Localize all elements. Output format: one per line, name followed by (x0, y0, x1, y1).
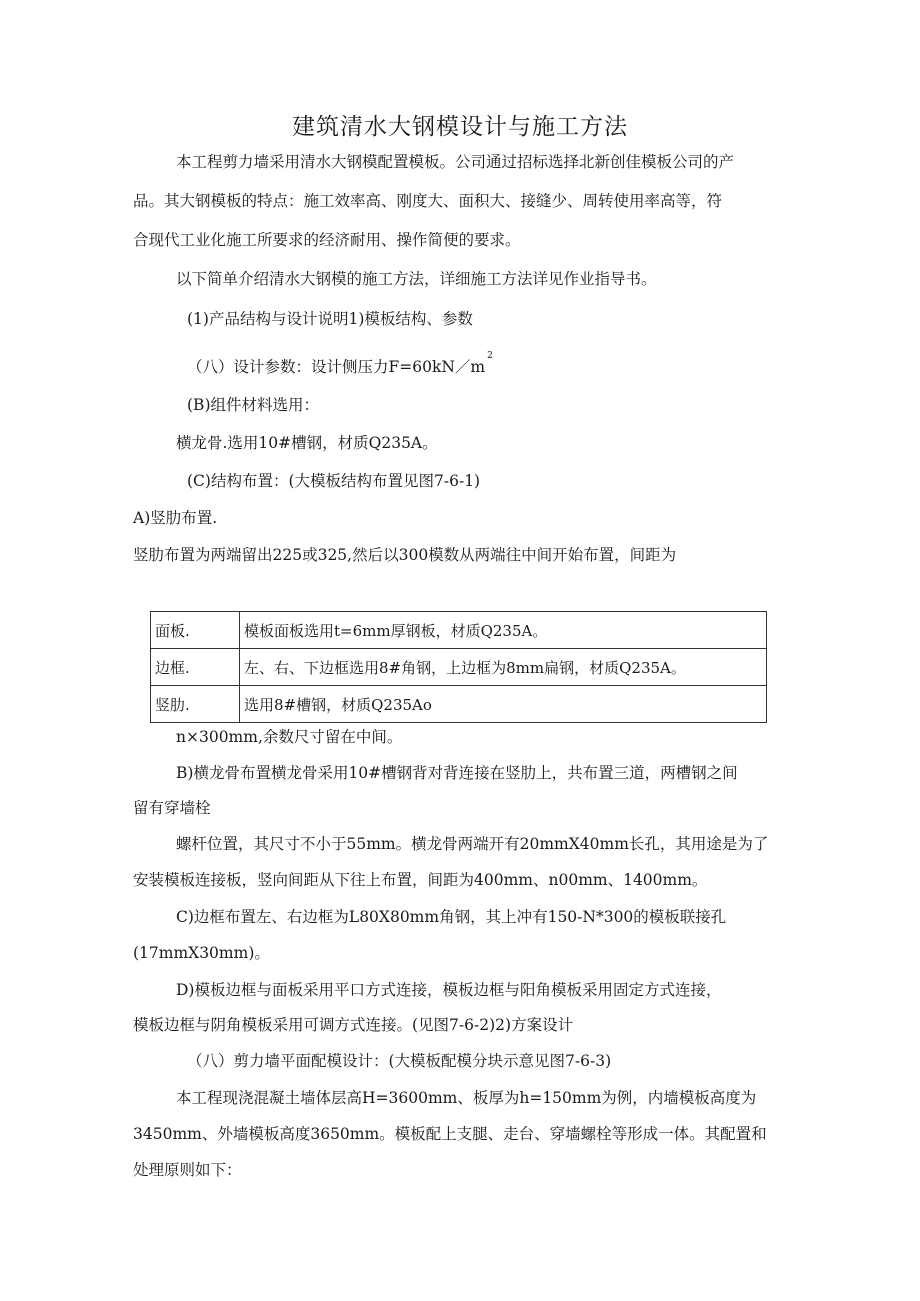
table-cell-desc: 模板面板选用t=6mm厚钢板，材质Q235A。 (240, 612, 767, 649)
table-row (151, 612, 767, 649)
paragraph-line: 以下简单介绍清水大钢模的施工方法，详细施工方法详见作业指导书。 (176, 270, 657, 288)
paragraph-line: 处理原则如下： (133, 1161, 242, 1179)
paragraph-line: 竖肋布置为两端留出225或325,然后以300模数从两端往中间开始布置，间距为 (133, 546, 677, 564)
paragraph-line: (17mmX30mm)。 (133, 944, 270, 962)
paragraph-line: 本工程现浇混凝土墙体层高H=3600mm、板厚为h=150mm为例，内墙模板高度为 (176, 1089, 757, 1107)
paragraph-line: 螺杆位置，其尺寸不小于55mm。横龙骨两端开有20mmX40mm长孔，其用途是为了 (176, 835, 769, 853)
paragraph-line: 留有穿墙栓 (133, 799, 211, 817)
table-cell-name: 竖肋. (151, 686, 240, 723)
paragraph-line: n×300mm,余数尺寸留在中间。 (176, 728, 403, 746)
component-table (150, 611, 767, 723)
table-row (151, 686, 767, 723)
paragraph-line: 3450mm、外墙模板高度3650mm。模板配上支腿、走台、穿墙螺栓等形成一体。其配置和 (133, 1125, 767, 1143)
paragraph-line: C)边框布置左、右边框为L80X80mm角钢，其上冲有150-N*300的模板联接孔 (176, 908, 727, 926)
section-heading: （八）剪力墙平面配模设计：(大模板配模分块示意见图7-6-3) (187, 1052, 612, 1070)
paragraph-line: (B)组件材料选用： (187, 396, 319, 414)
design-parameter-line (187, 351, 493, 381)
table-cell-name: 边框. (151, 649, 240, 686)
superscript: 2 (487, 351, 493, 361)
paragraph-line: 模板边框与阴角模板采用可调方式连接。(见图7-6-2)2)方案设计 (133, 1016, 574, 1034)
table-cell-name: 面板. (151, 612, 240, 649)
paragraph-line: 横龙骨.选用10#槽钢，材质Q235A。 (176, 434, 438, 452)
table-cell-desc: 选用8#槽钢，材质Q235Ao (240, 686, 767, 723)
document-title: 建筑清水大钢模设计与施工方法 (292, 114, 628, 140)
paragraph-line: (C)结构布置：(大模板结构布置见图7-6-1) (187, 472, 481, 490)
table-cell-desc: 左、右、下边框选用8#角钢，上边框为8mm扁钢，材质Q235A。 (240, 649, 767, 686)
paragraph-line: D)模板边框与面板采用平口方式连接，模板边框与阳角模板采用固定方式连接， (176, 981, 722, 999)
paragraph-line: 品。其大钢模板的特点：施工效率高、刚度大、面积大、接缝少、周转使用率高等，符 (133, 192, 723, 210)
section-heading: (1)产品结构与设计说明1)模板结构、参数 (187, 310, 473, 328)
paragraph-line: 本工程剪力墙采用清水大钢模配置模板。公司通过招标选择北新创佳模板公司的产 (176, 153, 735, 171)
paragraph-line: 安装模板连接板，竖向间距从下往上布置，间距为400mm、n00mm、1400mm。 (133, 871, 708, 889)
paragraph-line: 合现代工业化施工所要求的经济耐用、操作简便的要求。 (133, 231, 521, 249)
paragraph-line: B)横龙骨布置横龙骨采用10#槽钢背对背连接在竖肋上，共布置三道，两槽钢之间 (176, 764, 738, 782)
design-parameter-text: （八）设计参数：设计侧压力F=60kN／m (187, 358, 486, 376)
table-row (151, 649, 767, 686)
paragraph-line: A)竖肋布置. (133, 509, 218, 527)
